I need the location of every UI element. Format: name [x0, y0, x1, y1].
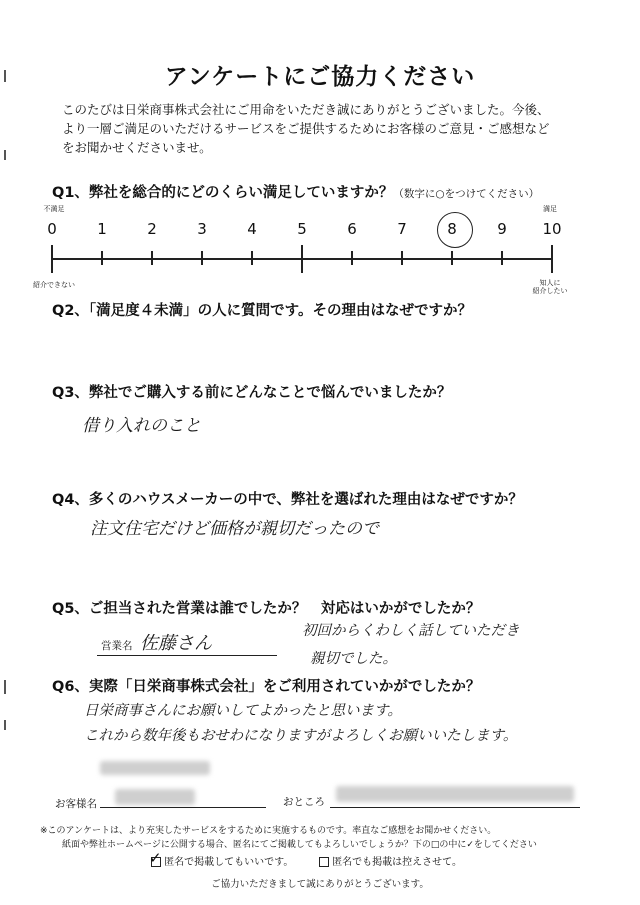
q6-question: Q6、実際「日栄商事株式会社」をご利用されていかがでしたか？ — [52, 679, 481, 695]
q1-text: Q1、弊社を総合的にどのくらい満足していますか？ — [52, 185, 394, 201]
intro-line: このたびは日栄商事株式会社にご用命をいただき誠にありがとうございました。今後、 — [62, 102, 550, 117]
q6-answer-line: これから数年後もおせわになりますがよろしくお願いいたします。 — [84, 728, 518, 744]
scale-label-left-top: 不満足 — [43, 205, 65, 213]
scale-label-left-bottom: 紹介できない — [33, 281, 75, 289]
scale-number-10[interactable]: 10 — [542, 220, 562, 238]
scan-margin-mark — [4, 150, 6, 160]
scale-tick — [51, 245, 53, 273]
redacted-name — [115, 789, 195, 805]
scale-tick — [551, 245, 553, 273]
customer-address-label: おところ — [283, 796, 325, 808]
scale-label-right-bottom-line: 紹介したい — [532, 287, 568, 295]
redacted-text — [100, 761, 210, 775]
footer-note-line: 紙面や弊社ホームページに公開する場合、匿名にてご掲載してもよろしいでしょうか？下の□の中に✓をしてください — [62, 840, 537, 850]
customer-address-underline — [330, 807, 580, 808]
scale-tick — [101, 251, 103, 265]
checkbox-anonymous[interactable] — [149, 849, 162, 867]
scale-tick — [201, 251, 203, 265]
q4-question: Q4、多くのハウスメーカーの中で、弊社を選ばれた理由はなぜですか？ — [52, 492, 523, 508]
check-mark-icon: ✓ — [149, 849, 162, 867]
scale-label-right-top: 満足 — [543, 205, 557, 213]
customer-name-label: お客様名 — [55, 798, 97, 810]
checkbox-decline[interactable] — [319, 857, 329, 867]
scale-number-0[interactable]: 0 — [47, 220, 57, 238]
scan-margin-mark — [4, 720, 6, 730]
scale-number-8[interactable]: 8 — [447, 220, 457, 238]
option-anonymous[interactable] — [149, 849, 294, 868]
scale-tick — [401, 251, 403, 265]
option-decline[interactable] — [319, 853, 462, 868]
scale-tick — [351, 251, 353, 265]
q3-question: Q3、弊社でご購入する前にどんなことで悩んでいましたか？ — [52, 385, 452, 401]
q5-answer-line: 親切でした。 — [310, 651, 397, 667]
sales-name-underline — [97, 655, 277, 656]
sales-name-value: 佐藤さん — [140, 633, 212, 654]
q5-answer-line: 初回からくわしく話していただき — [302, 623, 520, 639]
selected-rating-circle — [437, 212, 473, 248]
q1-note: （数字に○をつけてください） — [393, 188, 540, 200]
scale-number-7[interactable]: 7 — [397, 220, 407, 238]
page-title: アンケートにご協力ください — [164, 64, 476, 90]
customer-name-underline — [100, 807, 266, 808]
scale-label-right-bottom — [530, 279, 570, 295]
scale-tick — [451, 251, 453, 265]
scale-number-5[interactable]: 5 — [297, 220, 307, 238]
option-anonymous-label: 匿名で掲載してもいいです。 — [164, 857, 294, 868]
scale-tick — [301, 245, 303, 273]
q3-answer: 借り入れのこと — [82, 416, 201, 436]
intro-text — [62, 100, 550, 157]
thanks-text: ご協力いただきまして誠にありがとうございます。 — [211, 879, 429, 890]
footer-note-line: ※このアンケートは、より充実したサービスをするために実施するものです。率直なご感想をお聞かせください。 — [40, 826, 497, 836]
scale-label-right-bottom-line: 知人に — [539, 279, 561, 287]
redacted-address — [336, 786, 574, 802]
scale-number-1[interactable]: 1 — [97, 220, 107, 238]
intro-line: をお聞かせくださいませ。 — [62, 140, 212, 155]
scale-tick — [151, 251, 153, 265]
scale-tick — [501, 251, 503, 265]
footer-notes — [40, 824, 537, 852]
scale-number-2[interactable]: 2 — [147, 220, 157, 238]
q4-answer: 注文住宅だけど価格が親切だったので — [90, 519, 379, 539]
q6-answer-line: 日栄商事さんにお願いしてよかったと思います。 — [84, 703, 402, 719]
option-decline-label: 匿名でも掲載は控えさせて。 — [332, 857, 462, 868]
scale-number-9[interactable]: 9 — [497, 220, 507, 238]
scale-number-3[interactable]: 3 — [197, 220, 207, 238]
scale-number-6[interactable]: 6 — [347, 220, 357, 238]
intro-line: より一層ご満足のいただけるサービスをご提供するためにお客様のご意見・ご感想など — [62, 121, 550, 136]
q5-answer — [302, 617, 520, 673]
q1-question — [52, 181, 539, 202]
scale-number-4[interactable]: 4 — [247, 220, 257, 238]
q2-question: Q2、「満足度４未満」の人に質問です。その理由はなぜですか？ — [52, 303, 473, 319]
sales-name-label: 営業名 — [101, 640, 133, 652]
q5-question: Q5、ご担当された営業は誰でしたか？ 対応はいかがでしたか？ — [52, 601, 481, 617]
scale-tick — [251, 251, 253, 265]
scan-margin-mark — [4, 680, 6, 694]
q6-answer — [84, 699, 517, 749]
